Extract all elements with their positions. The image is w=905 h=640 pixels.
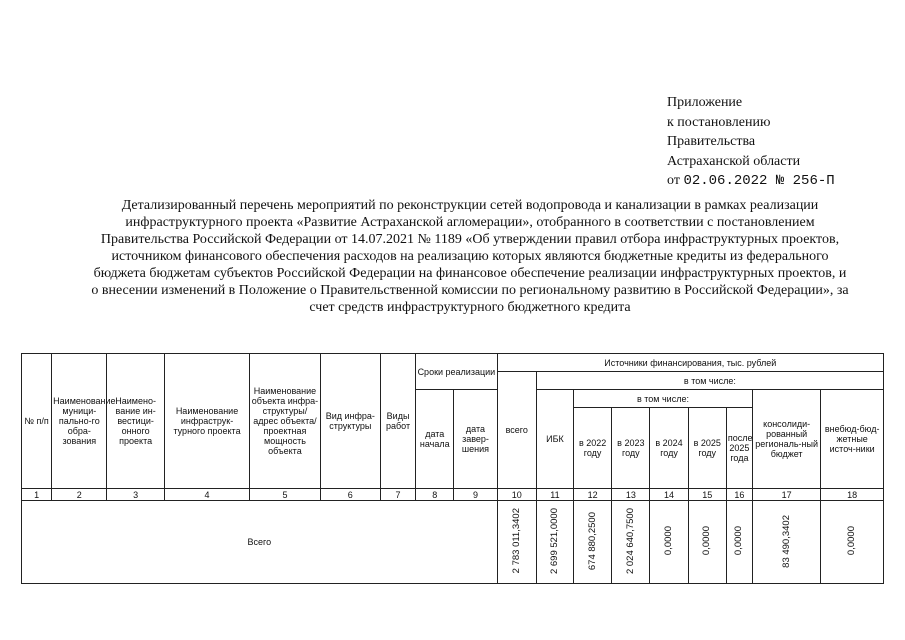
total-2022: 674 880,2500: [586, 511, 598, 571]
header-investment-project: Наимено-вание ин-вестици-онного проекта: [107, 354, 164, 489]
col-number: 16: [726, 489, 752, 501]
header-ibk: ИБК: [536, 390, 573, 489]
header-consolidated-budget: консолиди-рованный региональ-ный бюджет: [752, 390, 820, 489]
header-including-2: в том числе:: [574, 390, 753, 408]
col-number: 4: [164, 489, 249, 501]
total-ibk: 2 699 521,0000: [548, 507, 560, 575]
appendix-date-prefix: от: [667, 173, 680, 188]
total-label: Всего: [22, 501, 498, 584]
total-value-cell: [821, 501, 884, 584]
total-value-cell: [497, 501, 536, 584]
col-number: 13: [612, 489, 650, 501]
total-value-cell: [752, 501, 820, 584]
total-value-cell: [612, 501, 650, 584]
financing-table: [21, 353, 884, 584]
header-num: № п/п: [22, 354, 52, 489]
col-number: 11: [536, 489, 573, 501]
appendix-date-line: [667, 171, 835, 192]
total-consolidated: 83 490,3402: [780, 514, 792, 568]
header-end-date: дата завер-шения: [454, 390, 497, 489]
header-2023: в 2023 году: [612, 408, 650, 489]
total-2024: 0,0000: [663, 526, 675, 556]
total-2025: 0,0000: [701, 526, 713, 556]
col-number: 17: [752, 489, 820, 501]
total-2023: 2 024 640,7500: [624, 507, 636, 575]
header-2022: в 2022 году: [574, 408, 612, 489]
total-value-cell: [536, 501, 573, 584]
header-object: Наименование объекта инфра-структуры/ адрес объекта/ проектная мощность объекта: [250, 354, 320, 489]
appendix-block: [667, 93, 835, 192]
header-2025: в 2025 году: [688, 408, 726, 489]
header-start-date: дата начала: [416, 390, 454, 489]
total-value-cell: [574, 501, 612, 584]
appendix-line-2: к постановлению: [667, 114, 771, 130]
header-infrastructure-type: Вид инфра-структуры: [320, 354, 380, 489]
col-number: 12: [574, 489, 612, 501]
appendix-line-3: Правительства: [667, 134, 756, 149]
header-including: в том числе:: [536, 372, 883, 390]
header-funding-sources: Источники финансирования, тыс. рублей: [497, 354, 883, 372]
col-number: 14: [650, 489, 688, 501]
total-value-cell: [650, 501, 688, 584]
header-municipality: Наименование муници-пально-го обра-зования: [52, 354, 107, 489]
total-off-budget: 0,0000: [846, 526, 858, 556]
header-terms: Сроки реализации: [416, 354, 497, 390]
total-value-cell: [688, 501, 726, 584]
col-number: 2: [52, 489, 107, 501]
col-number: 8: [416, 489, 454, 501]
header-total: всего: [497, 372, 536, 489]
appendix-line-4: Астраханской области: [667, 153, 801, 169]
col-number: 10: [497, 489, 536, 501]
col-number: 18: [821, 489, 884, 501]
total-value-cell: [726, 501, 752, 584]
header-work-types: Виды работ: [380, 354, 415, 489]
header-off-budget: внебюд-бюд-жетные источ-ники: [821, 390, 884, 489]
total-all: 2 783 011,3402: [510, 508, 522, 574]
col-number: 15: [688, 489, 726, 501]
header-after-2025: после 2025 года: [726, 408, 752, 489]
col-number: 1: [22, 489, 52, 501]
col-number: 9: [454, 489, 497, 501]
appendix-line-1: Приложение: [667, 95, 743, 110]
appendix-date-value: 02.06.2022 № 256-П: [683, 173, 835, 189]
col-number: 5: [250, 489, 320, 501]
col-number: 3: [107, 489, 164, 501]
header-2024: в 2024 году: [650, 408, 688, 489]
header-infrastructure-project: Наименование инфраструк-турного проекта: [164, 354, 249, 489]
total-after-2025: 0,0000: [733, 526, 745, 556]
document-heading: Детализированный перечень мероприятий по реконструкции сетей водопровода и канализации в рамках реализации инфраструктурного проекта «Развитие Астраханской агломерации», отобранного в соответствии с постановлением Правительства Российской Федерации от 14.07.2021 № 1189 «Об утверждении правил отбора инфраструктурных проектов, источником финансового обеспечения расходов на реализацию которых являются бюджетные кредиты из федерального бюджета бюджетам субъектов Российской Федерации на финансовое обеспечение реализации инфраструктурных проектов, и о внесении изменений в Положение о Правительственной комиссии по региональному развитию в Российской Федерации», за счет средств инфраструктурного бюджетного кредита: [91, 198, 849, 315]
col-number: 7: [380, 489, 415, 501]
col-number: 6: [320, 489, 380, 501]
